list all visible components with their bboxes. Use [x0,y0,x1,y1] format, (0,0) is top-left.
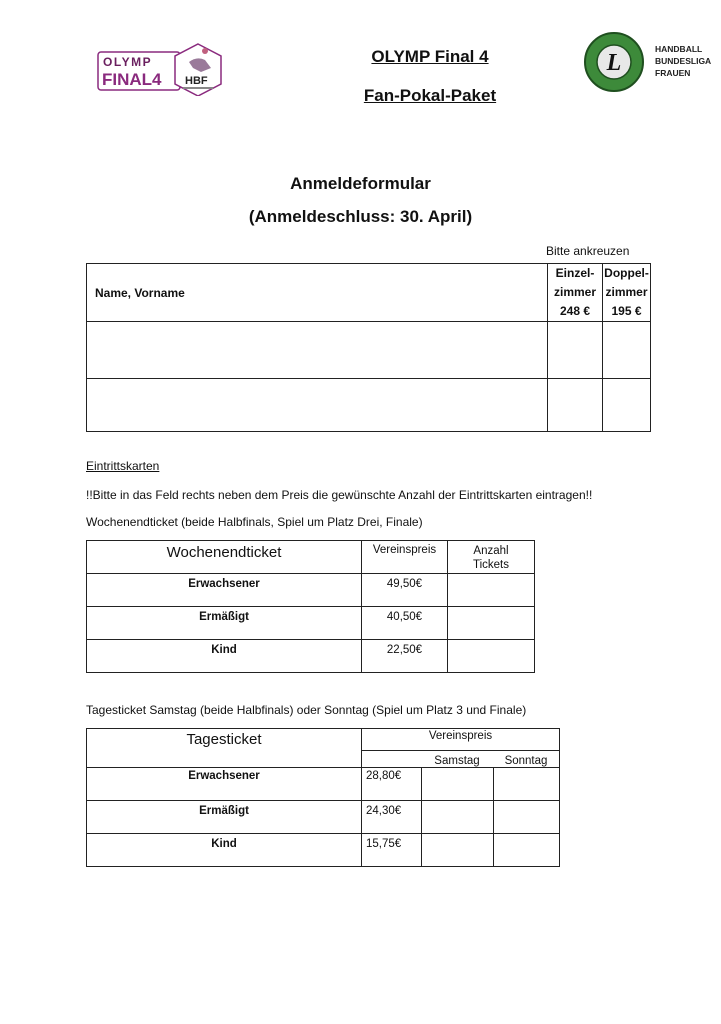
saturday-count-input[interactable] [421,834,493,867]
ticket-price: 22,50€ [362,640,448,673]
form-deadline: (Anmeldeschluss: 30. April) [248,207,473,226]
double-room-checkbox[interactable] [603,379,651,432]
weekend-ticket-description: Wochenendticket (beide Halbfinals, Spiel um Platz Drei, Finale) [86,515,423,529]
registration-row [87,379,651,432]
sunday-header: Sonntag [493,751,560,768]
saturday-header: Samstag [421,751,493,768]
ticket-category: Kind [87,640,362,673]
ticket-count-input[interactable] [448,640,535,673]
single-room-header: Einzel- zimmer 248 € [548,264,603,322]
ticket-category: Ermäßigt [87,607,362,640]
weekend-row [87,607,535,640]
ticket-count-input[interactable] [448,574,535,607]
vfl-oldenburg-logo [583,31,713,93]
single-room-checkbox[interactable] [548,322,603,379]
olymp-text: OLYMP [103,55,153,69]
day-row [87,768,560,801]
weekend-row [87,640,535,673]
form-heading: Anmeldeformular [290,174,431,193]
day-ticket-description: Tagesticket Samstag (beide Halbfinals) oder Sonntag (Spiel um Platz 3 und Finale) [86,703,527,717]
double-room-header: Doppel- zimmer 195 € [603,264,651,322]
svg-text:BUNDESLIGA: BUNDESLIGA [655,56,712,66]
ticket-category: Kind [87,834,362,867]
tickets-instruction: !!Bitte in das Feld rechts neben dem Preis die gewünschte Anzahl der Eintrittskarten eintragen!! [86,488,593,502]
ticket-category: Erwachsener [87,574,362,607]
name-header: Name, Vorname [87,264,548,322]
day-title-header: Tagesticket [87,729,362,768]
saturday-count-input[interactable] [421,768,493,801]
vfl-emblem-letter: L [606,50,622,76]
weekend-title-header: Wochenendticket [87,541,362,574]
tickets-section-label: Eintrittskarten [86,459,160,473]
sunday-count-input[interactable] [493,801,560,834]
weekend-price-header: Vereinspreis [362,541,448,574]
ticket-price: 49,50€ [362,574,448,607]
ticket-price: 24,30€ [362,801,422,834]
ticket-price: 40,50€ [362,607,448,640]
day-ticket-table [86,728,560,867]
document-title: OLYMP Final 4 [371,47,489,66]
ticket-price: 28,80€ [362,768,422,801]
day-row [87,801,560,834]
weekend-ticket-table [86,540,535,673]
ticket-category: Ermäßigt [87,801,362,834]
single-room-price: 248 € [559,304,591,318]
sunday-count-input[interactable] [493,834,560,867]
single-room-checkbox[interactable] [548,379,603,432]
olymp-final4-logo [97,42,225,96]
final4-text: FINAL4 [102,70,162,89]
name-input-cell[interactable] [87,379,548,432]
registration-table [86,263,651,432]
double-room-checkbox[interactable] [603,322,651,379]
day-price-header: Vereinspreis [362,729,560,751]
saturday-count-input[interactable] [421,801,493,834]
weekend-row [87,574,535,607]
day-row [87,834,560,867]
ticket-category: Erwachsener [87,768,362,801]
weekend-count-header: Anzahl Tickets [448,541,535,574]
document-subtitle: Fan-Pokal-Paket [363,86,497,105]
double-room-price: 195 € [611,304,642,318]
check-hint: Bitte ankreuzen [546,244,630,258]
svg-text:HANDBALL: HANDBALL [655,44,703,54]
name-input-cell[interactable] [87,322,548,379]
ticket-price: 15,75€ [362,834,422,867]
svg-text:FRAUEN: FRAUEN [655,68,691,78]
registration-row [87,322,651,379]
sunday-count-input[interactable] [493,768,560,801]
ticket-count-input[interactable] [448,607,535,640]
hbf-text: HBF [185,75,208,87]
